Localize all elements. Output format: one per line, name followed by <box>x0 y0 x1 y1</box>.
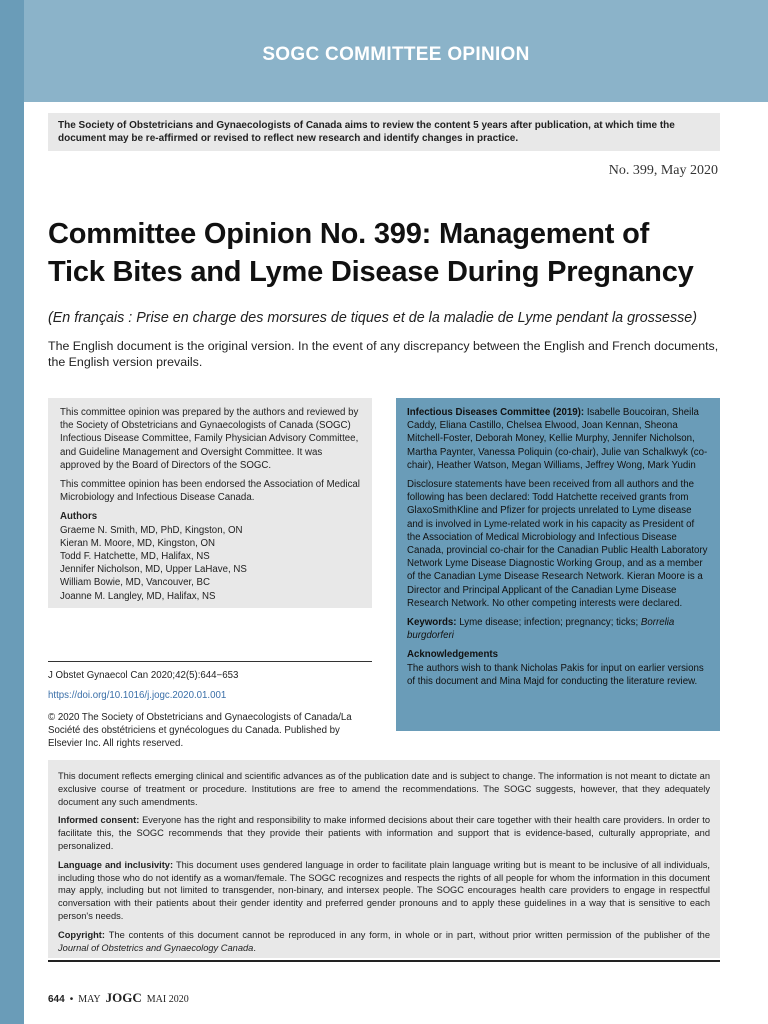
informed-consent-heading: Informed consent: <box>58 815 140 826</box>
page-footer <box>48 990 189 1006</box>
review-notice: The Society of Obstetricians and Gynaecologists of Canada aims to review the content 5 years after publication, at which time the document may be re-affirmed or revised to reflect new research and identify changes in practice. <box>48 113 720 151</box>
copyright-end: . <box>253 942 256 953</box>
committee-members <box>407 406 709 472</box>
author-item: Joanne M. Langley, MD, Halifax, NS <box>60 590 216 602</box>
language-inclusivity-text: This document uses gendered language in order to facilitate plain language writing but is meant to be inclusive of all individuals, including those who do not identify as a woman/female. The SOGC recognizes and respects the rights of all people for whom the information in this document may apply, including but not limited to transgender, non-binary, and intersex people. The SOGC encourages health care providers to engage in respectful conversation with their patients about their gender identity and preferred gender pronouns and to apply these guidelines in a way that is sensitive to each person's needs. <box>58 859 710 921</box>
copyright-notice: © 2020 The Society of Obstetricians and Gynaecologists of Canada/La Société des obstétriciens et gynécologues du Canada. Published by Elsevier Inc. All rights reserved. <box>48 712 352 749</box>
keywords-heading: Keywords: <box>407 617 457 629</box>
preparation-text: This committee opinion was prepared by the authors and reviewed by the Society of Obstetricians and Gynaecologists of Canada (SOGC) Infectious Disease Committee, Family Physician Advisory Committee, and Guideline Management and Oversight Committee. It was approved by the Board of Directors of the SOGC. <box>60 407 359 471</box>
citation-divider <box>48 661 372 662</box>
english-version-note: The English document is the original version. In the event of any discrepancy between the English and French documents, the English version prevails. <box>48 339 719 369</box>
endorsement-text: This committee opinion has been endorsed the Association of Medical Microbiology and Infectious Disease Canada. <box>60 479 360 504</box>
acknowledgements-heading: Acknowledgements <box>407 649 498 661</box>
informed-consent <box>58 814 710 852</box>
left-margin-bar <box>0 0 24 1024</box>
committee-box <box>396 398 720 731</box>
keywords-text: Lyme disease; infection; pregnancy; ticks; <box>459 617 639 629</box>
copyright-text: The contents of this document cannot be reproduced in any form, in whole or in part, without prior written permission of the publisher of the <box>108 929 710 940</box>
copyright-journal: Journal of Obstetrics and Gynaecology Canada <box>58 942 254 953</box>
disclaimer-box <box>48 760 720 958</box>
issue-number: No. 399, May 2020 <box>608 163 718 178</box>
document-title <box>48 215 738 291</box>
informed-consent-text: Everyone has the right and responsibility to make informed decisions about their care together with their health care providers. In order to facilitate this, the SOGC recommends that they provide their patients with information and support that is evidence-based, culturally appropriate, and personalized. <box>58 815 710 851</box>
disclosure-statement: Disclosure statements have been received from all authors and the following has been declared: Todd Hatchette received grants from GlaxoSmithKline and Pfizer for projects unrelated to Lyme disease and is involved in Lyme-related work in his capacity as President of the Association of Medical Microbiology and Infectious Disease Canada, provincial co-chair for the Canadian Public Health Laboratory Network Lyme Disease Diagnostic Working Group, and as a member of the Canadian Lyme Disease Research Network. Kieran Moore is a Director and Principal Applicant of the Canadian Lyme Disease Research Network. No other competing interests were declared. <box>407 479 708 609</box>
copyright-heading: Copyright: <box>58 929 105 940</box>
doi-link[interactable]: https://doi.org/10.1016/j.jogc.2020.01.001 <box>48 690 227 701</box>
author-item: Jennifer Nicholson, MD, Upper LaHave, NS <box>60 564 247 576</box>
language-inclusivity-heading: Language and inclusivity: <box>58 859 174 870</box>
footer-divider <box>48 960 720 962</box>
french-title: (En français : Prise en charge des morsures de tiques et de la maladie de Lyme pendant la grossesse) <box>48 310 698 326</box>
footer-journal: JOGC <box>105 990 142 1005</box>
title-line-1: Committee Opinion No. 399: Management of <box>48 218 650 250</box>
acknowledgements-text: The authors wish to thank Nicholas Pakis for input on earlier versions of this document and Mina Majd for conducting the literature review. <box>407 662 704 687</box>
committee-heading: Infectious Diseases Committee (2019): <box>407 407 585 418</box>
author-item: Kieran M. Moore, MD, Kingston, ON <box>60 537 216 549</box>
author-item: William Bowie, MD, Vancouver, BC <box>60 577 211 589</box>
author-item: Graeme N. Smith, MD, PhD, Kingston, ON <box>60 524 243 536</box>
title-line-2: Tick Bites and Lyme Disease During Pregnancy <box>48 256 694 288</box>
disclaimer-intro: This document reflects emerging clinical and scientific advances as of the publication date and is subject to change. The information is not meant to dictate an exclusive course of treatment or procedure. Institutions are free to amend the recommendations. The SOGC suggests, however, that they adequately document any such amendments. <box>58 771 710 807</box>
footer-bullet: • <box>69 994 74 1005</box>
journal-citation: J Obstet Gynaecol Can 2020;42(5):644−653 <box>48 670 239 681</box>
footer-mai: MAI 2020 <box>146 994 189 1005</box>
footer-may: MAY <box>78 994 101 1005</box>
authors-heading: Authors <box>60 511 98 523</box>
authors-list <box>60 524 360 603</box>
page-number: 644 <box>48 994 65 1005</box>
preparation-box <box>48 398 372 608</box>
header-title: SOGC COMMITTEE OPINION <box>262 44 530 65</box>
language-inclusivity <box>58 859 710 923</box>
copyright-statement <box>58 929 710 955</box>
keywords <box>407 616 709 642</box>
committee-members-list: Isabelle Boucoiran, Sheila Caddy, Eliana Castillo, Chelsea Elwood, Joan Kennan, Sheona Mitchell-Foster, Deborah Money, Kellie Murphy, Jennifer Nicholson, Martha Paynter, Vanessa Poliquin (co-chair), Julie van Schalkwyk (co-chair), Heather Watson, Megan Williams, Jeffrey Wong, Mark Yudin <box>407 407 708 471</box>
acknowledgements <box>407 648 709 688</box>
keywords-italic: Borrelia burgdorferi <box>407 617 675 642</box>
author-item: Todd F. Hatchette, MD, Halifax, NS <box>60 551 210 563</box>
